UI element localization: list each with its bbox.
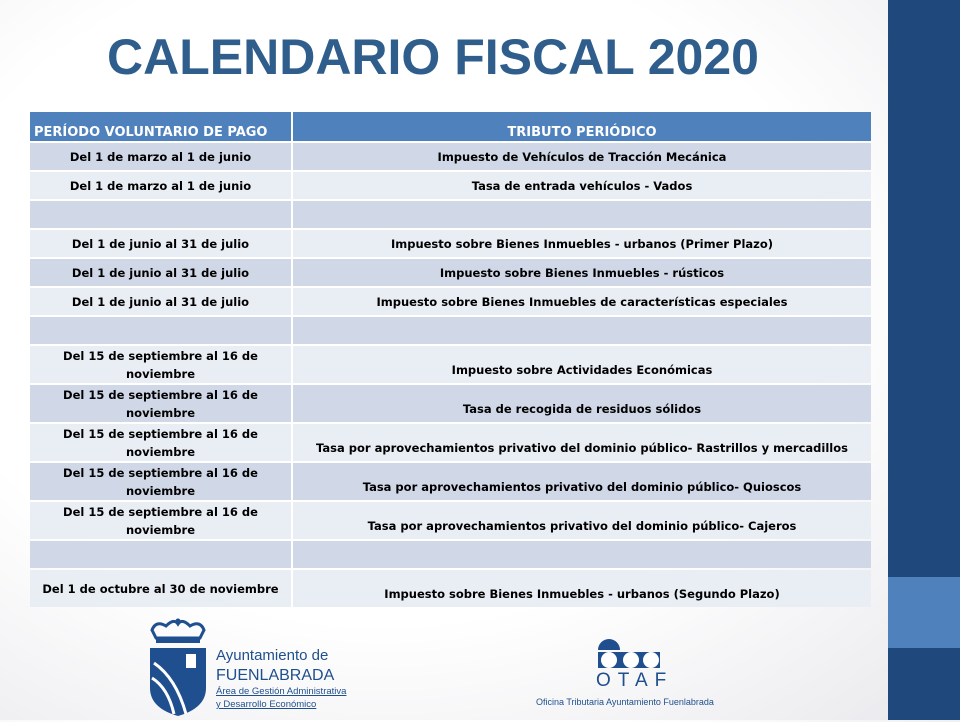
table-row [30, 502, 871, 539]
table-row-spacer [30, 201, 871, 228]
periodo-cell: Del 15 de septiembre al 16 de noviembre [30, 346, 291, 383]
tributo-cell: Tasa por aprovechamientos privativo del dominio público- Rastrillos y mercadillos [293, 424, 871, 461]
otaf-emblem-icon [596, 636, 662, 672]
logo-line-3: Área de Gestión Administrativa [216, 686, 347, 697]
table-row [30, 424, 871, 461]
table-row-spacer [30, 317, 871, 344]
tributo-cell: Tasa de entrada vehículos - Vados [293, 172, 871, 199]
table-row [30, 230, 871, 257]
periodo-cell [30, 201, 291, 228]
logo-line-1: Ayuntamiento de [216, 647, 329, 664]
table-row [30, 570, 871, 607]
table-row-spacer [30, 541, 871, 568]
periodo-cell: Del 15 de septiembre al 16 de noviembre [30, 502, 291, 539]
tributo-cell: Impuesto de Vehículos de Tracción Mecánica [293, 143, 871, 170]
periodo-cell: Del 15 de septiembre al 16 de noviembre [30, 424, 291, 461]
header-tributo: TRIBUTO PERIÓDICO [293, 112, 871, 141]
periodo-cell: Del 1 de junio al 31 de julio [30, 230, 291, 257]
coat-of-arms-icon [146, 618, 210, 718]
otaf-acronym: OTAF [596, 670, 674, 691]
table-row [30, 288, 871, 315]
side-decoration-bar [888, 0, 960, 720]
tributo-cell: Impuesto sobre Bienes Inmuebles de características especiales [293, 288, 871, 315]
periodo-cell [30, 317, 291, 344]
logo-line-4: y Desarrollo Económico [216, 699, 317, 710]
table-header-row [30, 112, 871, 141]
tributo-cell [293, 317, 871, 344]
periodo-cell: Del 1 de marzo al 1 de junio [30, 143, 291, 170]
tributo-cell: Impuesto sobre Bienes Inmuebles - urbanos (Segundo Plazo) [293, 570, 871, 607]
tributo-cell: Impuesto sobre Bienes Inmuebles - urbanos (Primer Plazo) [293, 230, 871, 257]
table-row [30, 385, 871, 422]
tributo-cell: Impuesto sobre Actividades Económicas [293, 346, 871, 383]
periodo-cell: Del 1 de marzo al 1 de junio [30, 172, 291, 199]
side-accent-block [888, 577, 960, 648]
table-row [30, 259, 871, 286]
tributo-cell: Tasa por aprovechamientos privativo del dominio público- Quioscos [293, 463, 871, 500]
periodo-cell: Del 1 de octubre al 30 de noviembre [30, 570, 291, 607]
otaf-name: Oficina Tributaria Ayuntamiento Fuenlabrada [536, 697, 714, 707]
ayuntamiento-fuenlabrada-logo [146, 618, 406, 718]
tributo-cell [293, 201, 871, 228]
fiscal-calendar-table [28, 110, 873, 609]
header-periodo: PERÍODO VOLUNTARIO DE PAGO [30, 112, 291, 141]
periodo-cell [30, 541, 291, 568]
table-row [30, 172, 871, 199]
periodo-cell: Del 15 de septiembre al 16 de noviembre [30, 385, 291, 422]
tributo-cell: Tasa por aprovechamientos privativo del dominio público- Cajeros [293, 502, 871, 539]
tributo-cell: Impuesto sobre Bienes Inmuebles - rústicos [293, 259, 871, 286]
page-title: CALENDARIO FISCAL 2020 [107, 29, 759, 85]
logo-line-2: FUENLABRADA [216, 667, 335, 684]
periodo-cell: Del 15 de septiembre al 16 de noviembre [30, 463, 291, 500]
table-row [30, 143, 871, 170]
tributo-cell [293, 541, 871, 568]
periodo-cell: Del 1 de junio al 31 de julio [30, 288, 291, 315]
periodo-cell: Del 1 de junio al 31 de julio [30, 259, 291, 286]
table-row [30, 463, 871, 500]
otaf-logo [530, 636, 760, 716]
tributo-cell: Tasa de recogida de residuos sólidos [293, 385, 871, 422]
table-row [30, 346, 871, 383]
